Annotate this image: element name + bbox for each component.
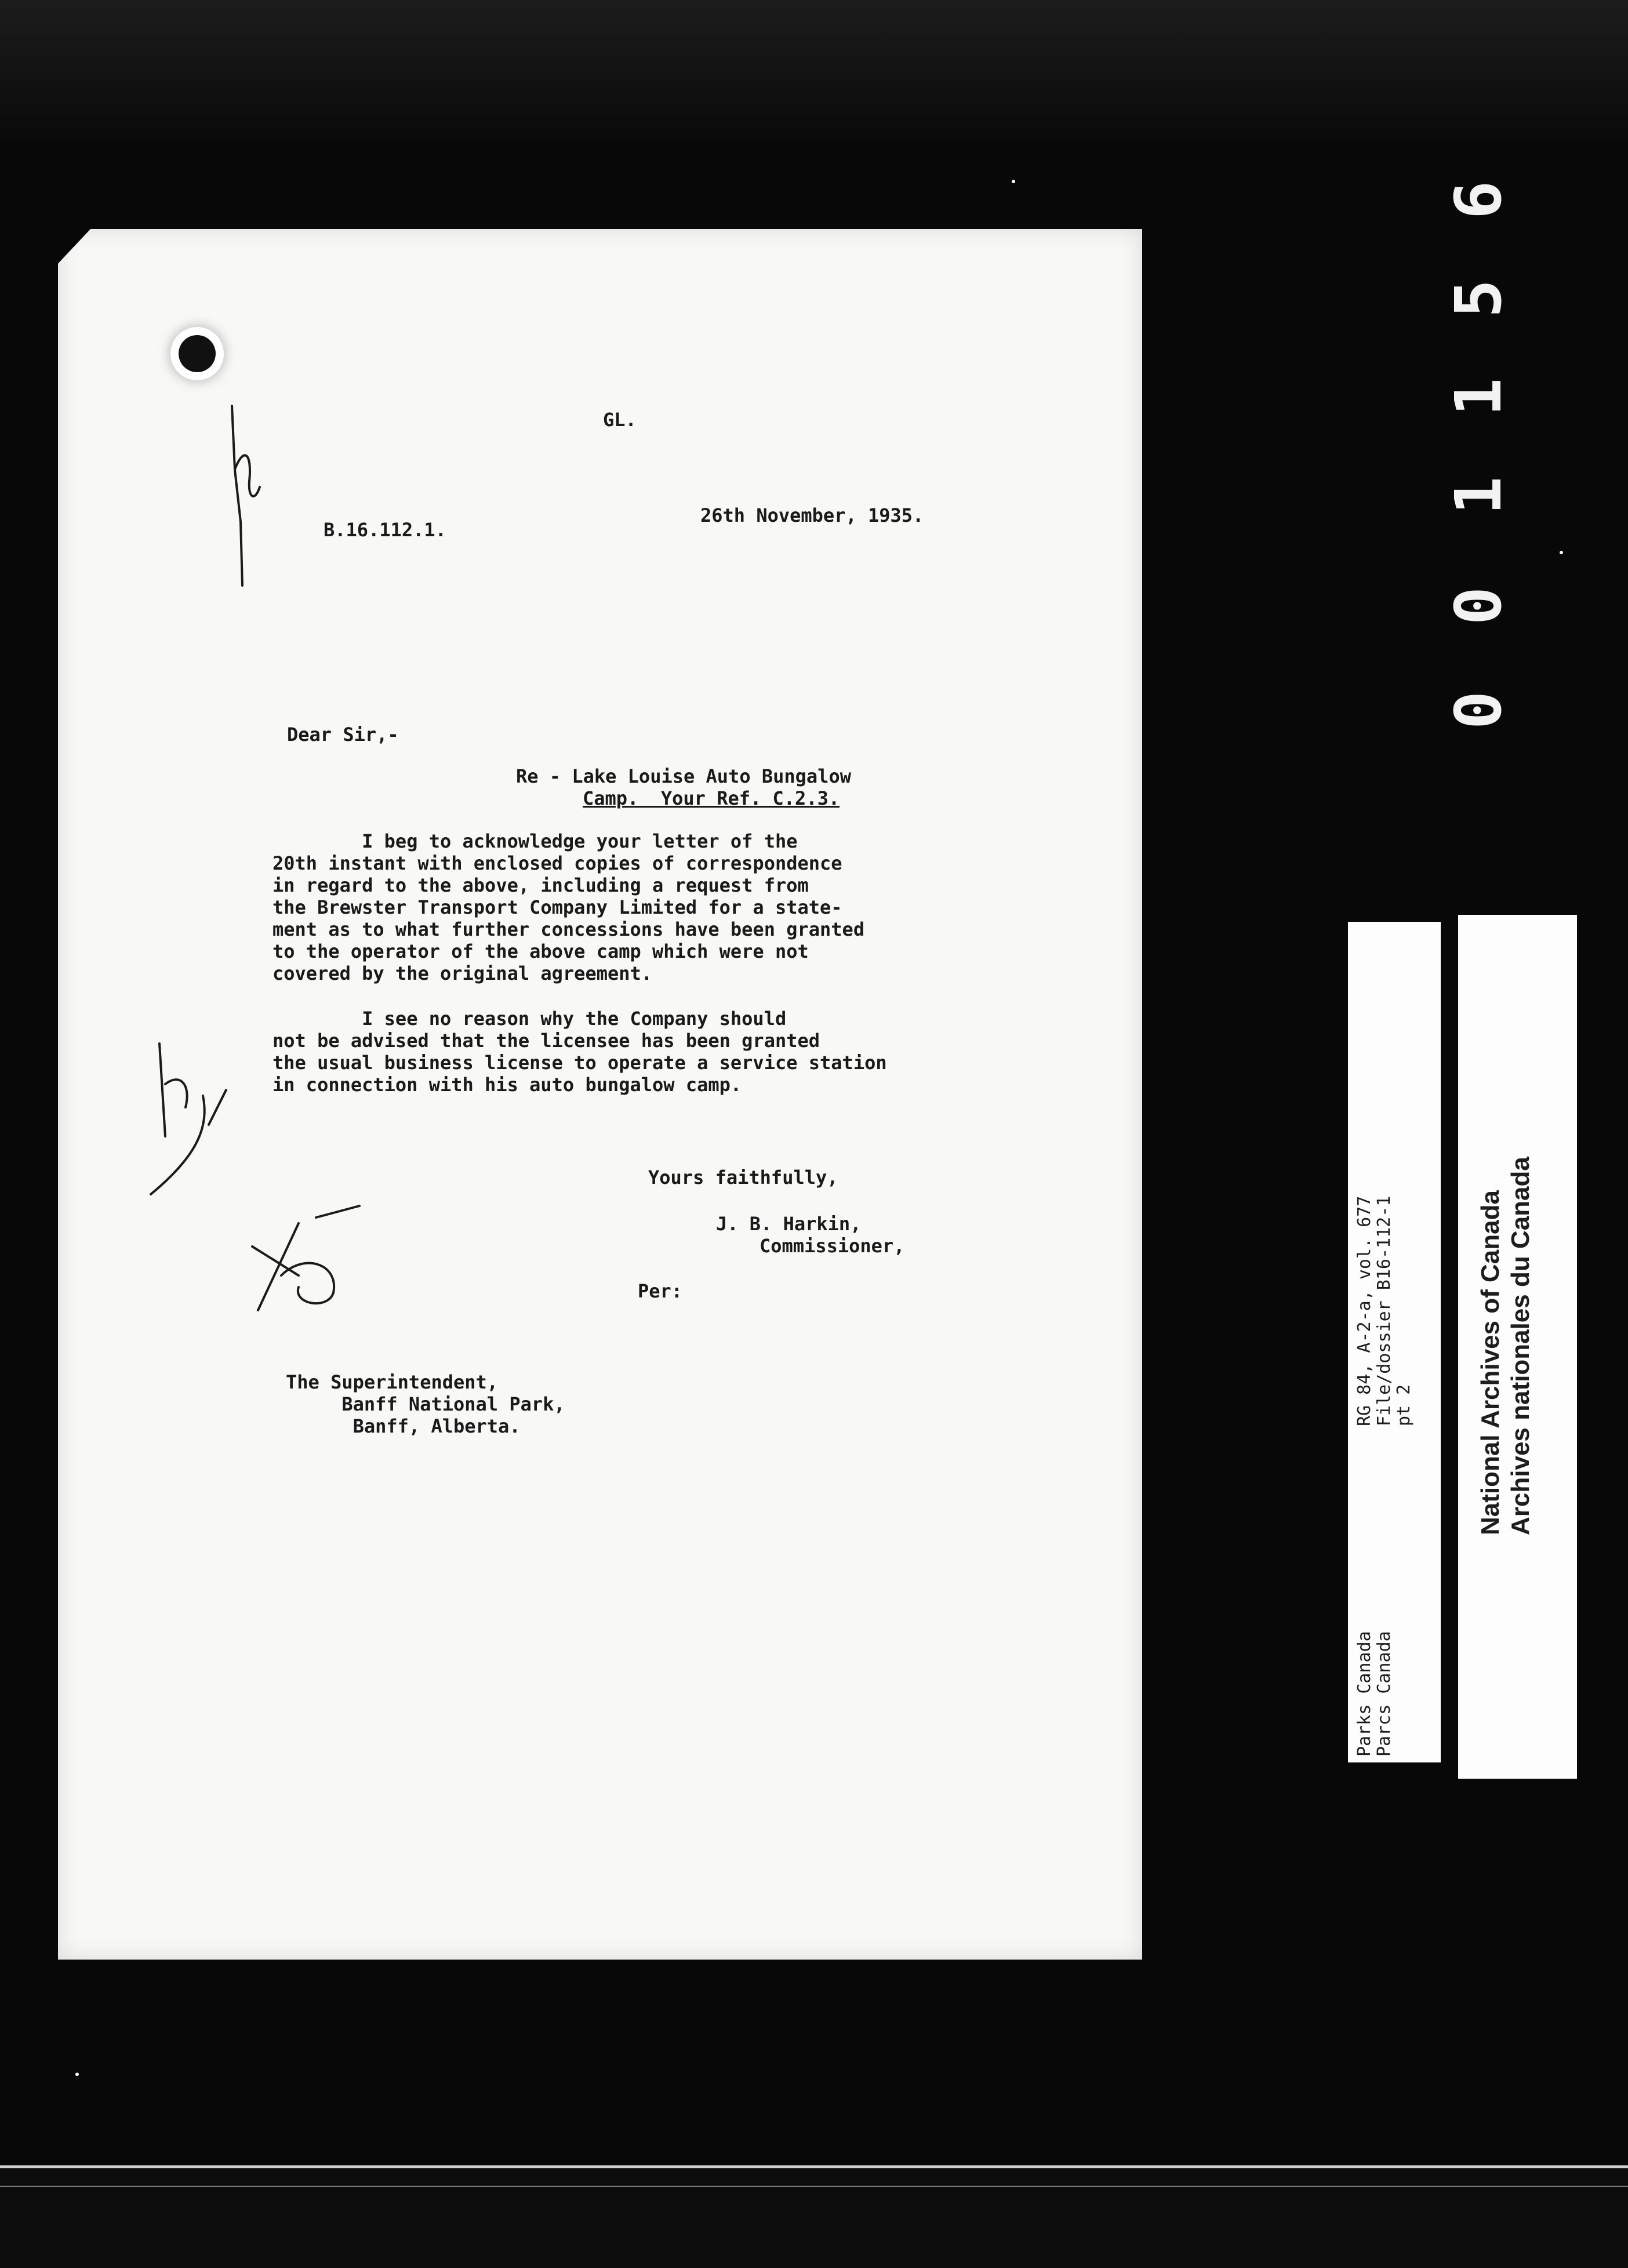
archive-reference-label — [1348, 922, 1441, 1762]
reference-line: File/dossier B16-112-1 — [1374, 1195, 1394, 1426]
salutation: Dear Sir,- — [287, 724, 399, 746]
paragraph-line: 20th instant with enclosed copies of correspondence — [272, 852, 842, 874]
closing: Yours faithfully, — [648, 1166, 838, 1188]
frame-digit: 5 — [1441, 279, 1516, 318]
frame-digit: 0 — [1441, 586, 1516, 626]
paragraph-line: to the operator of the above camp which were not — [272, 940, 809, 962]
letter-date: 26th November, 1935. — [700, 504, 924, 526]
signatory-name: J. B. Harkin, — [716, 1213, 862, 1235]
paragraph-line: ment as to what further concessions have been granted — [272, 918, 865, 940]
punch-hole — [179, 335, 216, 372]
paragraph-line: covered by the original agreement. — [272, 962, 653, 984]
handwritten-mark-lower — [246, 1200, 362, 1316]
paragraph-line: in regard to the above, including a request from — [272, 874, 809, 896]
agency-line: Parcs Canada — [1374, 1631, 1394, 1757]
film-edge-line — [0, 2165, 1628, 2168]
reference-line: RG 84, A-2-a, vol. 677 — [1354, 1195, 1375, 1426]
file-reference: B.16.112.1. — [324, 519, 446, 541]
addressee-line: The Superintendent, — [286, 1371, 499, 1393]
reference-line: pt 2 — [1394, 1384, 1414, 1426]
archive-name-en: National Archives of Canada — [1476, 1190, 1505, 1535]
film-border-top — [0, 0, 1628, 139]
routing-initials: GL. — [603, 409, 637, 431]
handwritten-mark-middle — [145, 1032, 232, 1200]
archive-institution-label — [1458, 915, 1577, 1779]
addressee-line: Banff National Park, — [286, 1393, 565, 1415]
film-border-bottom — [0, 2165, 1628, 2268]
paragraph-line: in connection with his auto bungalow camp. — [272, 1074, 742, 1096]
film-dust — [1012, 180, 1015, 183]
frame-number — [1409, 168, 1548, 783]
handwritten-initial-top — [215, 400, 272, 591]
film-edge-line-thin — [0, 2186, 1628, 2187]
paragraph-line: I see no reason why the Company should — [272, 1008, 787, 1030]
frame-digit: 6 — [1441, 180, 1516, 220]
agency-line: Parks Canada — [1354, 1631, 1375, 1757]
subject-line-1: Re - Lake Louise Auto Bungalow — [516, 765, 851, 787]
per-line: Per: — [638, 1280, 683, 1302]
paragraph-line: the usual business license to operate a service station — [272, 1052, 887, 1074]
paragraph-line: I beg to acknowledge your letter of the — [272, 830, 798, 852]
frame-digit: 0 — [1441, 690, 1516, 730]
frame-digit: 1 — [1441, 377, 1516, 417]
frame-digit: 1 — [1441, 476, 1516, 515]
paragraph-line: the Brewster Transport Company Limited for a state- — [272, 896, 842, 918]
paragraph-line: not be advised that the licensee has been granted — [272, 1030, 820, 1052]
archive-name-fr: Archives nationales du Canada — [1506, 1157, 1535, 1535]
film-dust — [75, 2073, 79, 2076]
addressee-line: Banff, Alberta. — [286, 1415, 521, 1437]
subject-line-2: Camp. Your Ref. C.2.3. — [583, 787, 840, 809]
film-dust — [1560, 551, 1563, 554]
signatory-title: Commissioner, — [760, 1235, 905, 1257]
